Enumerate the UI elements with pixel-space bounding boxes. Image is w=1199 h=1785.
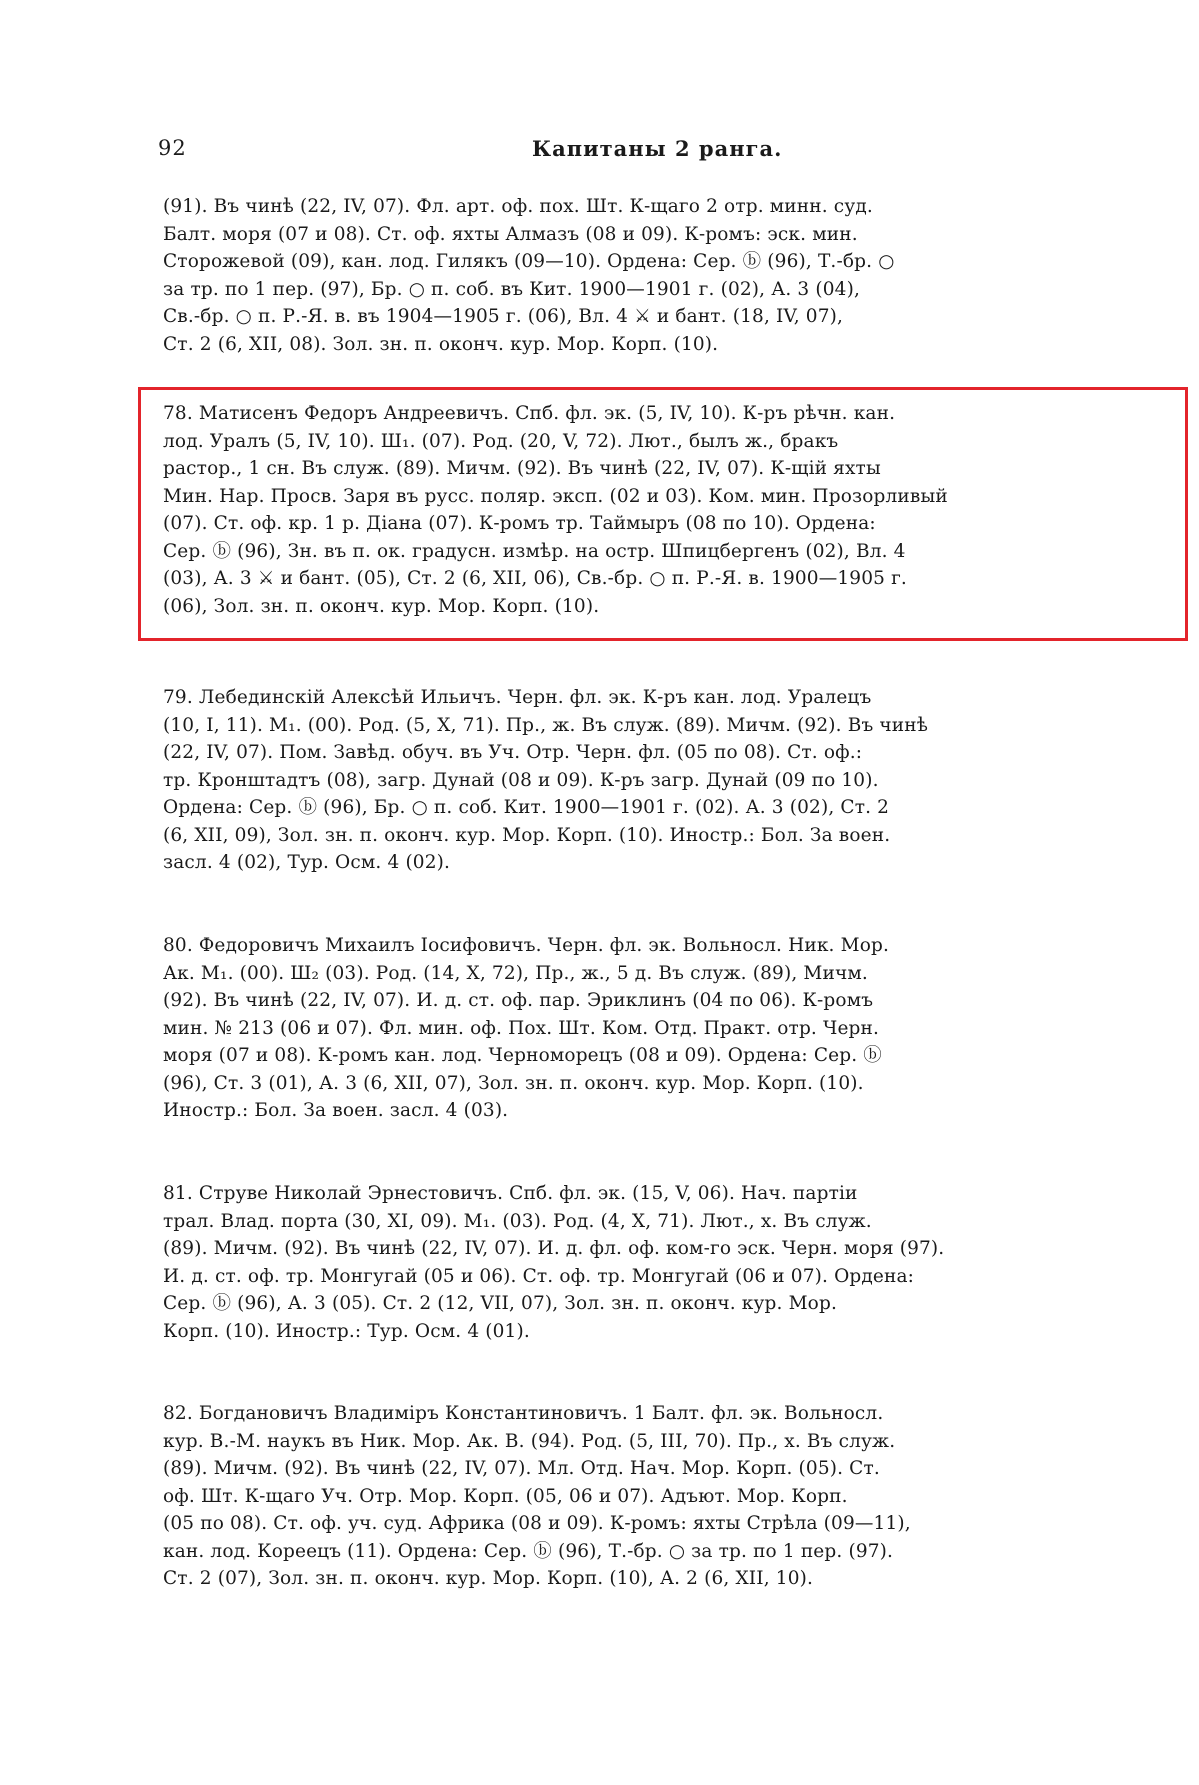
entry-line: лод. Уралъ (5, IV, 10). Ш₁. (07). Род. (20, V, 72). Лют., былъ ж., бракъ — [163, 430, 839, 452]
entry-line: (05 по 08). Ст. оф. уч. суд. Африка (08 и 09). К-ромъ: яхты Стрѣла (09—11), — [163, 1513, 911, 1534]
entry-79 — [163, 684, 1167, 877]
entry-line: И. д. ст. оф. тр. Монгугай (05 и 06). Ст. оф. тр. Монгугай (06 и 07). Ордена: — [163, 1265, 915, 1287]
entry-78 — [163, 400, 1167, 620]
running-head: Капитаны 2 ранга. — [532, 136, 783, 161]
entry-line: (07). Ст. оф. кр. 1 р. Діана (07). К-ромъ тр. Таймыръ (08 по 10). Ордена: — [163, 513, 876, 534]
entry-line: (91). Въ чинѣ (22, IV, 07). Фл. арт. оф. пох. Шт. К-щаго 2 отр. минн. суд. — [163, 196, 873, 217]
entry-line: растор., 1 сн. Въ служ. (89). Мичм. (92). Въ чинѣ (22, IV, 07). К-щій яхты — [163, 458, 881, 479]
entry-line: (92). Въ чинѣ (22, IV, 07). И. д. ст. оф. пар. Эриклинъ (04 по 06). К-ромъ — [163, 990, 874, 1011]
entry-line: Иностр.: Бол. За воен. засл. 4 (03). — [163, 1100, 509, 1121]
entry-80 — [163, 932, 1167, 1125]
entry-82 — [163, 1400, 1167, 1593]
entry-line: Ак. М₁. (00). Ш₂ (03). Род. (14, X, 72), Пр., ж., 5 д. Въ служ. (89), Мичм. — [163, 962, 868, 984]
entry-line: Ст. 2 (07), Зол. зн. п. оконч. кур. Мор. Корп. (10), А. 2 (6, XII, 10). — [163, 1568, 814, 1589]
entry-line: моря (07 и 08). К-ромъ кан. лод. Черноморецъ (08 и 09). Ордена: Сер. ⓑ — [163, 1045, 882, 1066]
entry-line: (96), Ст. 3 (01), А. 3 (6, XII, 07), Зол. зн. п. оконч. кур. Мор. Корп. (10). — [163, 1072, 864, 1094]
entry-line: 82. Богдановичъ Владиміръ Константиновичъ. 1 Балт. фл. эк. Вольносл. — [163, 1403, 884, 1424]
entry-line: засл. 4 (02), Тур. Осм. 4 (02). — [163, 852, 451, 873]
entry-line: Св.-бр. ○ п. Р.-Я. в. въ 1904—1905 г. (06), Вл. 4 ⚔ и бант. (18, IV, 07), — [163, 306, 844, 327]
entry-line: 81. Струве Николай Эрнестовичъ. Спб. фл. эк. (15, V, 06). Нач. партіи — [163, 1183, 858, 1204]
entry-line: кур. В.-М. наукъ въ Ник. Мор. Ак. В. (94). Род. (5, III, 70). Пр., х. Въ служ. — [163, 1430, 896, 1452]
entry-line: (22, IV, 07). Пом. Завѣд. обуч. въ Уч. Отр. Черн. фл. (05 по 08). Ст. оф.: — [163, 742, 863, 763]
entry-line: (10, I, 11). М₁. (00). Род. (5, X, 71). Пр., ж. Въ служ. (89). Мичм. (92). Въ чинѣ — [163, 714, 929, 736]
entry-line: Ст. 2 (6, XII, 08). Зол. зн. п. оконч. кур. Мор. Корп. (10). — [163, 333, 719, 355]
entry-line: Сер. ⓑ (96), Зн. въ п. ок. градусн. измѣр. на остр. Шпицбергенъ (02), Вл. 4 — [163, 540, 906, 562]
entry-line: 79. Лебединскій Алексѣй Ильичъ. Черн. фл. эк. К-ръ кан. лод. Уралецъ — [163, 687, 872, 708]
entry-line: (03), А. 3 ⚔ и бант. (05), Ст. 2 (6, XII, 06), Св.-бр. ○ п. Р.-Я. в. 1900—1905 г. — [163, 568, 907, 589]
entry-line: Корп. (10). Иностр.: Тур. Осм. 4 (01). — [163, 1320, 530, 1342]
entry-line: за тр. по 1 пер. (97), Бр. ○ п. соб. въ Кит. 1900—1901 г. (02), А. 3 (04), — [163, 278, 860, 300]
entry-line: Мин. Нар. Просв. Заря въ русс. поляр. эксп. (02 и 03). Ком. мин. Прозорливый — [163, 485, 948, 507]
entry-line: (06), Зол. зн. п. оконч. кур. Мор. Корп. (10). — [163, 595, 600, 617]
entry-line: Балт. моря (07 и 08). Ст. оф. яхты Алмазъ (08 и 09). К-ромъ: эск. мин. — [163, 223, 858, 245]
entry-continuation — [163, 193, 1167, 358]
entry-line: Сторожевой (09), кан. лод. Гилякъ (09—10). Ордена: Сер. ⓑ (96), Т.-бр. ○ — [163, 251, 895, 272]
entry-line: Ордена: Сер. ⓑ (96), Бр. ○ п. соб. Кит. 1900—1901 г. (02). А. 3 (02), Ст. 2 — [163, 797, 890, 818]
page-number: 92 — [158, 136, 187, 160]
entry-line: 78. Матисенъ Федоръ Андреевичъ. Спб. фл. эк. (5, IV, 10). К-ръ рѣчн. кан. — [163, 403, 896, 424]
entry-line: кан. лод. Кореецъ (11). Ордена: Сер. ⓑ (96), Т.-бр. ○ за тр. по 1 пер. (97). — [163, 1540, 894, 1562]
entry-line: (6, XII, 09), Зол. зн. п. оконч. кур. Мор. Корп. (10). Иностр.: Бол. За воен. — [163, 824, 891, 846]
entry-line: 80. Федоровичъ Михаилъ Іосифовичъ. Черн. фл. эк. Вольносл. Ник. Мор. — [163, 935, 890, 956]
entry-line: Сер. ⓑ (96), А. 3 (05). Ст. 2 (12, VII, 07), Зол. зн. п. оконч. кур. Мор. — [163, 1293, 837, 1314]
entry-line: оф. Шт. К-щаго Уч. Отр. Мор. Корп. (05, 06 и 07). Адъют. Мор. Корп. — [163, 1485, 848, 1507]
entry-line: трал. Влад. порта (30, XI, 09). М₁. (03). Род. (4, X, 71). Лют., х. Въ служ. — [163, 1210, 872, 1232]
entry-line: мин. № 213 (06 и 07). Фл. мин. оф. Пох. Шт. Ком. Отд. Практ. отр. Черн. — [163, 1017, 880, 1039]
entry-line: (89). Мичм. (92). Въ чинѣ (22, IV, 07). И. д. фл. оф. ком-го эск. Черн. моря (97). — [163, 1238, 945, 1259]
entry-line: (89). Мичм. (92). Въ чинѣ (22, IV, 07). Мл. Отд. Нач. Мор. Корп. (05). Ст. — [163, 1458, 880, 1479]
entry-81 — [163, 1180, 1167, 1345]
entry-line: тр. Кронштадтъ (08), загр. Дунай (08 и 09). К-ръ загр. Дунай (09 по 10). — [163, 769, 879, 791]
